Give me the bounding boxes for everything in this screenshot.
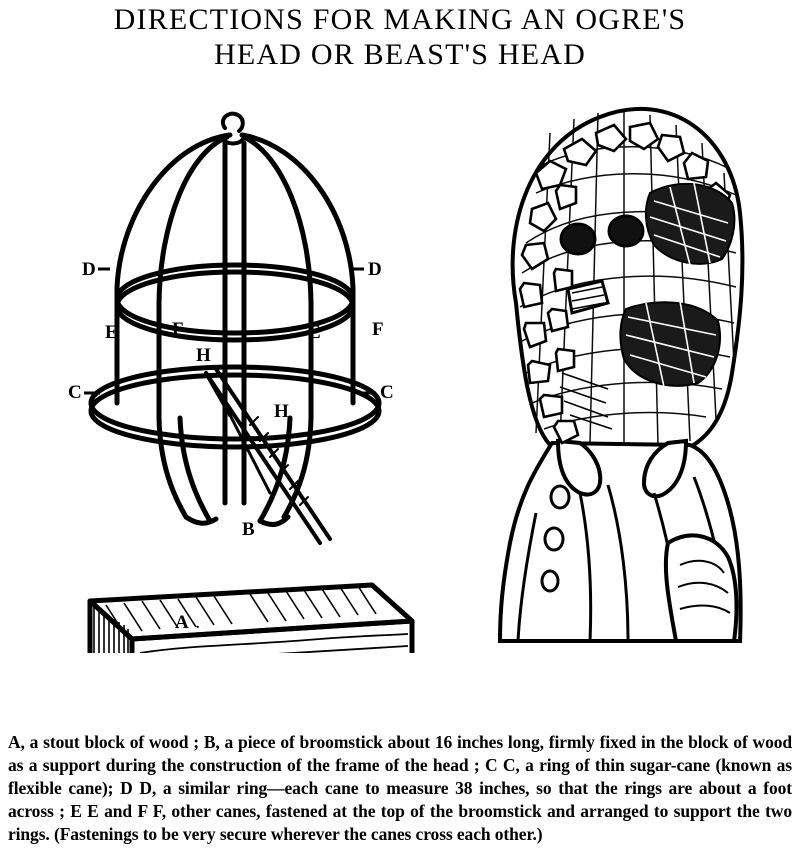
title-line-1: DIRECTIONS FOR MAKING AN OGRE'S xyxy=(113,3,687,36)
label-B: B xyxy=(242,518,255,540)
label-C-right: C xyxy=(380,381,394,403)
label-E-right: E xyxy=(308,321,321,343)
label-D-left: D xyxy=(82,258,96,280)
ogre-head-svg xyxy=(440,73,790,653)
label-C-left: C xyxy=(68,381,82,403)
label-H-upper: H xyxy=(196,344,211,366)
label-A-dash: . xyxy=(196,616,200,632)
label-E-left: E xyxy=(105,321,118,343)
caption-text: A, a stout block of wood ; B, a piece of broomstick about 16 inches long, firmly fixed in the block of wood as a support during the construction of the frame of the head ; C C, a ring of thin sugar-cane (known as flexible cane); D D, a similar ring—each cane to measure 38 inches, so that the rings are about a foot across ; E E and F F, other canes, fastened at the top of the broomstick and arranged to support the two rings. (Fastenings to be very secure wherever the canes cross each other.) xyxy=(8,731,792,844)
label-F-left: F xyxy=(172,318,184,340)
label-H-lower: H xyxy=(274,400,289,422)
page-title xyxy=(0,0,800,73)
frame-construction-diagram xyxy=(20,73,440,653)
title-line-2: HEAD OR BEAST'S HEAD xyxy=(214,38,586,72)
frame-diagram-svg xyxy=(20,73,440,653)
caption xyxy=(8,731,792,846)
label-A: A xyxy=(175,611,189,633)
finished-ogre-head-illustration xyxy=(440,73,790,653)
label-D-right: D xyxy=(368,258,382,280)
label-F-right: F xyxy=(372,318,384,340)
figures-area xyxy=(0,73,800,653)
